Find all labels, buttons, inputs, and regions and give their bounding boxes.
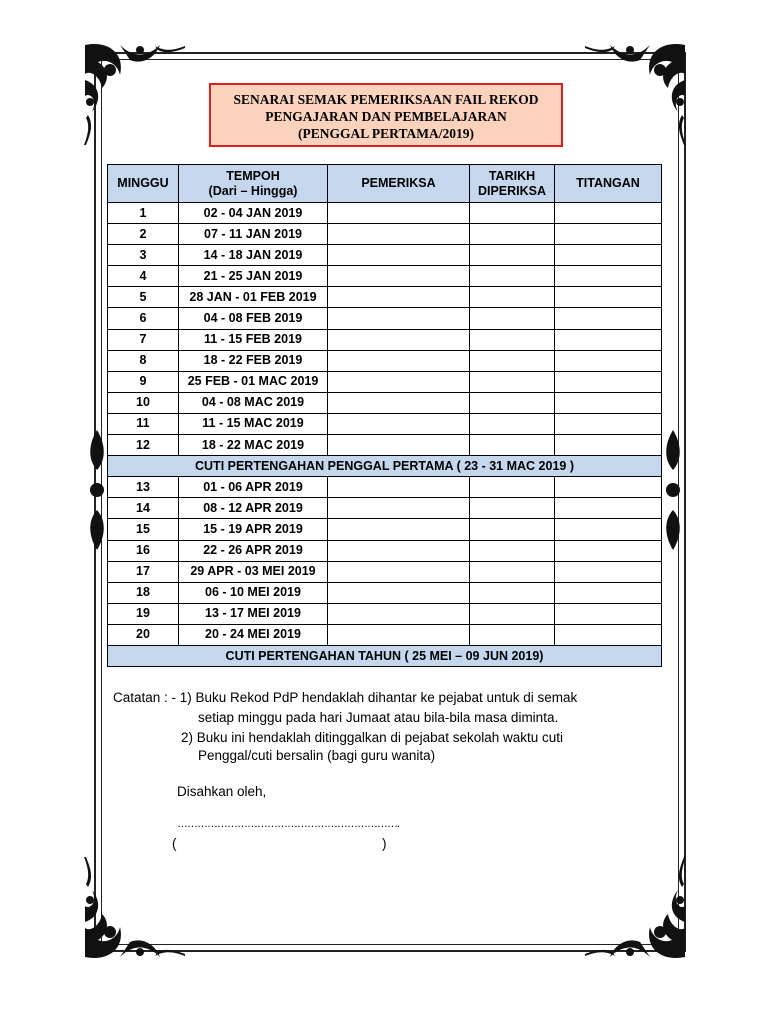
- tarikh-diperiksa-cell[interactable]: [470, 308, 555, 329]
- pemeriksa-cell[interactable]: [328, 245, 470, 266]
- minggu-cell: 14: [108, 498, 179, 519]
- pemeriksa-cell[interactable]: [328, 287, 470, 308]
- tarikh-diperiksa-cell[interactable]: [470, 582, 555, 603]
- minggu-cell: 1: [108, 203, 179, 224]
- table-row: [108, 203, 662, 224]
- table-row: [108, 245, 662, 266]
- tempoh-cell: 08 - 12 APR 2019: [179, 498, 328, 519]
- titangan-cell[interactable]: [555, 477, 662, 498]
- tarikh-diperiksa-cell[interactable]: [470, 329, 555, 350]
- minggu-cell: 20: [108, 624, 179, 645]
- titangan-cell[interactable]: [555, 413, 662, 434]
- tempoh-cell: 22 - 26 APR 2019: [179, 540, 328, 561]
- titangan-cell[interactable]: [555, 350, 662, 371]
- titangan-cell[interactable]: [555, 224, 662, 245]
- table-row: [108, 498, 662, 519]
- tempoh-cell: 14 - 18 JAN 2019: [179, 245, 328, 266]
- titangan-cell[interactable]: [555, 561, 662, 582]
- name-close-paren: ): [382, 836, 387, 851]
- tempoh-cell: 20 - 24 MEI 2019: [179, 624, 328, 645]
- signature-line: ………………………………………………………….: [177, 818, 400, 830]
- tempoh-cell: 25 FEB - 01 MAC 2019: [179, 371, 328, 392]
- pemeriksa-cell[interactable]: [328, 435, 470, 456]
- tarikh-diperiksa-cell[interactable]: [470, 540, 555, 561]
- tempoh-cell: 07 - 11 JAN 2019: [179, 224, 328, 245]
- pemeriksa-cell[interactable]: [328, 266, 470, 287]
- minggu-cell: 12: [108, 435, 179, 456]
- minggu-cell: 7: [108, 329, 179, 350]
- tarikh-diperiksa-cell[interactable]: [470, 203, 555, 224]
- tarikh-diperiksa-cell[interactable]: [470, 477, 555, 498]
- titangan-cell[interactable]: [555, 287, 662, 308]
- titangan-cell[interactable]: [555, 266, 662, 287]
- note-line-1: Catatan : - 1) Buku Rekod PdP hendaklah dihantar ke pejabat untuk di semak: [113, 690, 578, 705]
- tempoh-cell: 18 - 22 FEB 2019: [179, 350, 328, 371]
- document-title-box: [209, 83, 563, 147]
- minggu-cell: 9: [108, 371, 179, 392]
- tarikh-diperiksa-cell[interactable]: [470, 350, 555, 371]
- pemeriksa-cell[interactable]: [328, 203, 470, 224]
- holiday-row-mid-term: [108, 456, 662, 477]
- pemeriksa-cell[interactable]: [328, 582, 470, 603]
- holiday-row-mid-year-text: CUTI PERTENGAHAN TAHUN ( 25 MEI – 09 JUN 2019): [108, 645, 662, 666]
- titangan-cell[interactable]: [555, 582, 662, 603]
- table-row: [108, 350, 662, 371]
- table-row: [108, 519, 662, 540]
- table-row: [108, 561, 662, 582]
- pemeriksa-cell[interactable]: [328, 392, 470, 413]
- table-row: [108, 603, 662, 624]
- note-line-4: Penggal/cuti bersalin (bagi guru wanita): [198, 748, 436, 763]
- table-row: [108, 624, 662, 645]
- table-row: [108, 224, 662, 245]
- pemeriksa-cell[interactable]: [328, 329, 470, 350]
- tarikh-diperiksa-cell[interactable]: [470, 413, 555, 434]
- tempoh-cell: 04 - 08 MAC 2019: [179, 392, 328, 413]
- tarikh-diperiksa-cell[interactable]: [470, 561, 555, 582]
- header-tempoh: [179, 165, 328, 203]
- holiday-row-mid-term-text: CUTI PERTENGAHAN PENGGAL PERTAMA ( 23 - 31 MAC 2019 ): [108, 456, 662, 477]
- tarikh-diperiksa-cell[interactable]: [470, 392, 555, 413]
- tempoh-cell: 02 - 04 JAN 2019: [179, 203, 328, 224]
- side-ornament-left: [86, 430, 108, 550]
- minggu-cell: 10: [108, 392, 179, 413]
- tarikh-diperiksa-cell[interactable]: [470, 245, 555, 266]
- titangan-cell[interactable]: [555, 308, 662, 329]
- table-row: [108, 540, 662, 561]
- table-row: [108, 329, 662, 350]
- tempoh-cell: 21 - 25 JAN 2019: [179, 266, 328, 287]
- minggu-cell: 11: [108, 413, 179, 434]
- tempoh-cell: 18 - 22 MAC 2019: [179, 435, 328, 456]
- header-tarikh-line-2: DIPERIKSA: [477, 183, 547, 198]
- tempoh-cell: 28 JAN - 01 FEB 2019: [179, 287, 328, 308]
- titangan-cell[interactable]: [555, 392, 662, 413]
- table-row: [108, 477, 662, 498]
- title-line-2: PENGAJARAN DAN PEMBELAJARAN: [265, 109, 507, 124]
- table-row: [108, 266, 662, 287]
- tempoh-cell: 01 - 06 APR 2019: [179, 477, 328, 498]
- tarikh-diperiksa-cell[interactable]: [470, 519, 555, 540]
- minggu-cell: 4: [108, 266, 179, 287]
- pemeriksa-cell[interactable]: [328, 413, 470, 434]
- tarikh-diperiksa-cell[interactable]: [470, 624, 555, 645]
- minggu-cell: 3: [108, 245, 179, 266]
- table-header-row: [108, 165, 662, 203]
- table-row: [108, 413, 662, 434]
- tarikh-diperiksa-cell[interactable]: [470, 603, 555, 624]
- tempoh-cell: 06 - 10 MEI 2019: [179, 582, 328, 603]
- pemeriksa-cell[interactable]: [328, 477, 470, 498]
- tempoh-cell: 04 - 08 FEB 2019: [179, 308, 328, 329]
- pemeriksa-cell[interactable]: [328, 561, 470, 582]
- minggu-cell: 18: [108, 582, 179, 603]
- header-pemeriksa: PEMERIKSA: [328, 165, 470, 203]
- note-line-3: 2) Buku ini hendaklah ditinggalkan di pejabat sekolah waktu cuti: [181, 730, 564, 745]
- titangan-cell[interactable]: [555, 203, 662, 224]
- table-row: [108, 582, 662, 603]
- minggu-cell: 5: [108, 287, 179, 308]
- header-tarikh: [470, 165, 555, 203]
- corner-ornament-bottom-left: [80, 852, 190, 962]
- minggu-cell: 19: [108, 603, 179, 624]
- table-row: [108, 308, 662, 329]
- titangan-cell[interactable]: [555, 245, 662, 266]
- pemeriksa-cell[interactable]: [328, 624, 470, 645]
- minggu-cell: 17: [108, 561, 179, 582]
- pemeriksa-cell[interactable]: [328, 540, 470, 561]
- tarikh-diperiksa-cell[interactable]: [470, 266, 555, 287]
- tempoh-cell: 15 - 19 APR 2019: [179, 519, 328, 540]
- title-line-1: SENARAI SEMAK PEMERIKSAAN FAIL REKOD: [233, 92, 539, 107]
- holiday-row-mid-year: [108, 645, 662, 666]
- minggu-cell: 2: [108, 224, 179, 245]
- table-row: [108, 435, 662, 456]
- minggu-cell: 15: [108, 519, 179, 540]
- signature-label: Disahkan oleh,: [177, 784, 267, 799]
- titangan-cell[interactable]: [555, 435, 662, 456]
- titangan-cell[interactable]: [555, 624, 662, 645]
- titangan-cell[interactable]: [555, 371, 662, 392]
- tarikh-diperiksa-cell[interactable]: [470, 498, 555, 519]
- side-ornament-right: [662, 430, 684, 550]
- titangan-cell[interactable]: [555, 540, 662, 561]
- header-titangan: TITANGAN: [555, 165, 662, 203]
- title-line-3: (PENGGAL PERTAMA/2019): [298, 126, 474, 141]
- minggu-cell: 16: [108, 540, 179, 561]
- table-row: [108, 371, 662, 392]
- header-tempoh-line-2: (Dari – Hingga): [208, 183, 298, 198]
- titangan-cell[interactable]: [555, 498, 662, 519]
- pemeriksa-cell[interactable]: [328, 224, 470, 245]
- tempoh-cell: 11 - 15 MAC 2019: [179, 413, 328, 434]
- tarikh-diperiksa-cell[interactable]: [470, 224, 555, 245]
- name-open-paren: (: [172, 836, 177, 851]
- header-minggu: MINGGU: [108, 165, 179, 203]
- tempoh-cell: 11 - 15 FEB 2019: [179, 329, 328, 350]
- titangan-cell[interactable]: [555, 329, 662, 350]
- corner-ornament-top-left: [80, 40, 190, 150]
- minggu-cell: 6: [108, 308, 179, 329]
- pemeriksa-cell[interactable]: [328, 371, 470, 392]
- table-row: [108, 287, 662, 308]
- table-body: [108, 203, 662, 667]
- tarikh-diperiksa-cell[interactable]: [470, 435, 555, 456]
- tempoh-cell: 13 - 17 MEI 2019: [179, 603, 328, 624]
- corner-ornament-bottom-right: [580, 852, 690, 962]
- pemeriksa-cell[interactable]: [328, 308, 470, 329]
- tarikh-diperiksa-cell[interactable]: [470, 371, 555, 392]
- pemeriksa-cell[interactable]: [328, 350, 470, 371]
- titangan-cell[interactable]: [555, 519, 662, 540]
- header-tempoh-line-1: TEMPOH: [226, 168, 280, 183]
- header-tarikh-line-1: TARIKH: [488, 168, 536, 183]
- pemeriksa-cell[interactable]: [328, 519, 470, 540]
- table-row: [108, 392, 662, 413]
- minggu-cell: 13: [108, 477, 179, 498]
- pemeriksa-cell[interactable]: [328, 498, 470, 519]
- pemeriksa-cell[interactable]: [328, 603, 470, 624]
- tarikh-diperiksa-cell[interactable]: [470, 287, 555, 308]
- corner-ornament-top-right: [580, 40, 690, 150]
- tempoh-cell: 29 APR - 03 MEI 2019: [179, 561, 328, 582]
- note-line-2: setiap minggu pada hari Jumaat atau bila-bila masa diminta.: [198, 710, 559, 725]
- minggu-cell: 8: [108, 350, 179, 371]
- titangan-cell[interactable]: [555, 603, 662, 624]
- record-check-table: [107, 164, 662, 667]
